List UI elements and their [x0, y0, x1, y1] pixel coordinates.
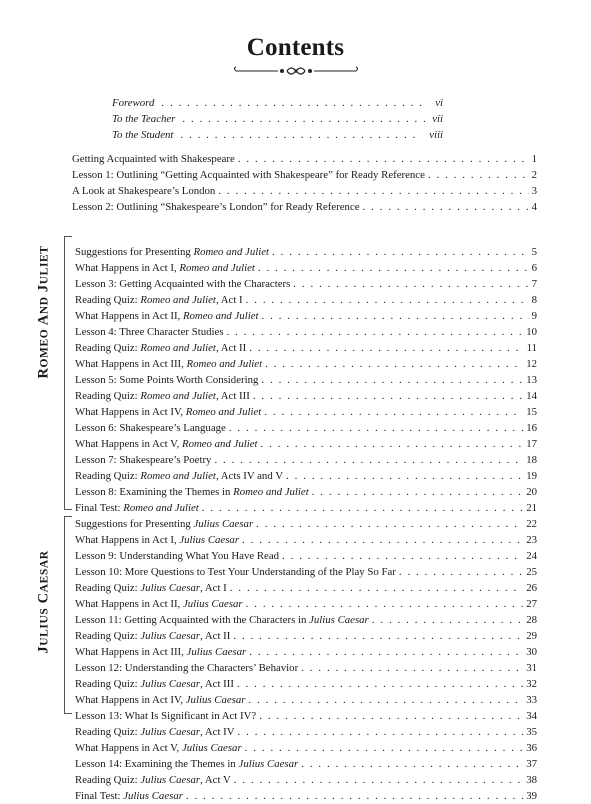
- entry-page: 5: [531, 246, 537, 258]
- entry-title-italic: Romeo and Juliet: [182, 310, 259, 322]
- dot-leader: [293, 276, 528, 292]
- entry-page: 8: [531, 294, 537, 306]
- entry-label: [75, 500, 199, 516]
- dot-leader: [261, 436, 524, 452]
- entry-label: To the Student: [112, 129, 174, 141]
- entry-page: 20: [526, 486, 537, 498]
- entry-label: [75, 452, 211, 468]
- dot-leader: [233, 628, 523, 644]
- entry-text: Suggestions for Presenting: [75, 518, 194, 530]
- entry-text-suffix: , Act I: [200, 582, 227, 594]
- dot-leader: [312, 484, 524, 500]
- entry-page: 22: [526, 518, 537, 530]
- entry-label: [75, 660, 298, 676]
- toc-entry[interactable]: [112, 95, 443, 111]
- toc-entry[interactable]: [75, 308, 537, 324]
- entry-label: [75, 388, 250, 404]
- entry-page: 7: [531, 278, 537, 290]
- entry-text: Reading Quiz:: [75, 294, 141, 306]
- entry-page: 25: [526, 566, 537, 578]
- entry-title-italic: Romeo and Juliet: [140, 470, 216, 482]
- entry-title-italic: Romeo and Juliet: [186, 358, 263, 370]
- entry-page: 26: [526, 582, 537, 594]
- toc-entry[interactable]: [75, 548, 537, 564]
- toc-entry[interactable]: [75, 676, 537, 692]
- entry-text-suffix: , Act I: [215, 294, 243, 306]
- entry-page: 17: [526, 438, 537, 450]
- dot-leader: [214, 452, 523, 468]
- entry-text: What Happens in Act V,: [75, 742, 182, 754]
- toc-entry[interactable]: [75, 564, 537, 580]
- dot-leader: [272, 244, 529, 260]
- entry-label: [75, 324, 224, 340]
- toc-entry[interactable]: [72, 167, 537, 183]
- entry-label: [75, 404, 261, 420]
- dot-leader: [428, 167, 529, 183]
- entry-text: Lesson 12: Understanding the Characters’ Behavior: [75, 662, 299, 674]
- entry-text: Lesson 4: Three Character Studies: [75, 326, 224, 338]
- entry-label: [75, 740, 242, 756]
- dot-leader: [229, 420, 523, 436]
- dot-leader: [218, 183, 528, 199]
- toc-entry[interactable]: [75, 708, 537, 724]
- entry-title-italic: Julius Caesar: [179, 534, 240, 546]
- toc-entry[interactable]: [75, 388, 537, 404]
- entry-label: [75, 772, 231, 788]
- entry-page: 16: [526, 422, 537, 434]
- toc-entry[interactable]: [75, 692, 537, 708]
- entry-text: What Happens in Act V,: [75, 438, 182, 450]
- entry-text: Reading Quiz:: [75, 774, 141, 786]
- dot-leader: [259, 708, 523, 724]
- entry-title-italic: Julius Caesar: [193, 518, 254, 530]
- caesar-side-label-text: JULIUS CAESAR: [35, 550, 52, 654]
- entry-label: [75, 420, 226, 436]
- entry-text-suffix: , Act II: [215, 342, 247, 354]
- romeo-bracket: [64, 236, 72, 510]
- dot-leader: [230, 580, 523, 596]
- entry-label: [75, 676, 234, 692]
- entry-page: 19: [526, 470, 537, 482]
- toc-entry[interactable]: [72, 151, 537, 167]
- front-matter-list: [112, 95, 443, 143]
- dot-leader: [238, 151, 529, 167]
- dot-leader: [246, 292, 529, 308]
- entry-label: [75, 692, 245, 708]
- toc-entry[interactable]: [75, 436, 537, 452]
- entry-text: Reading Quiz:: [75, 582, 141, 594]
- dot-leader: [301, 660, 523, 676]
- entry-page: vii: [432, 113, 443, 125]
- entry-page: 12: [526, 358, 537, 370]
- entry-label: [75, 276, 290, 292]
- toc-entry[interactable]: [112, 127, 443, 143]
- entry-text: Reading Quiz:: [75, 342, 141, 354]
- entry-label: [75, 308, 259, 324]
- toc-entry[interactable]: [75, 356, 537, 372]
- entry-label: [75, 580, 227, 596]
- entry-title-italic: Julius Caesar: [140, 774, 201, 786]
- dot-leader: [258, 260, 529, 276]
- entry-title-italic: Julius Caesar: [181, 742, 242, 754]
- entry-page: 10: [526, 326, 537, 338]
- entry-title-italic: Romeo and Juliet: [179, 262, 255, 274]
- toc-entry[interactable]: [75, 340, 537, 356]
- caesar-side-label: [36, 550, 53, 653]
- toc-entry[interactable]: [75, 612, 537, 628]
- toc-entry[interactable]: [75, 276, 537, 292]
- entry-label: [75, 484, 309, 500]
- entry-label: [75, 708, 256, 724]
- toc-entry[interactable]: [75, 292, 537, 308]
- entry-label: Foreword: [112, 97, 155, 109]
- entry-label: [75, 628, 230, 644]
- entry-label: [75, 644, 246, 660]
- entry-text: Reading Quiz:: [75, 726, 141, 738]
- entry-title-italic: Julius Caesar: [123, 790, 183, 802]
- entry-title-italic: Julius Caesar: [140, 630, 201, 642]
- dot-leader: [180, 127, 422, 143]
- entry-label: [75, 468, 283, 484]
- toc-entry[interactable]: [75, 404, 537, 420]
- entry-text: What Happens in Act III,: [75, 646, 187, 658]
- dot-leader: [253, 388, 523, 404]
- entry-text: Lesson 10: More Questions to Test Your Understanding of the Play So Far: [75, 566, 396, 578]
- toc-entry[interactable]: [75, 372, 537, 388]
- dot-leader: [286, 468, 523, 484]
- dot-leader: [161, 95, 428, 111]
- entry-title-italic: Romeo and Juliet: [193, 246, 270, 258]
- entry-text-suffix: , Act III: [215, 390, 250, 402]
- entry-label: [75, 516, 253, 532]
- entry-text: What Happens in Act IV,: [75, 694, 186, 706]
- entry-label: Lesson 2: Outlining “Shakespeare’s London” for Ready Reference: [72, 201, 360, 213]
- entry-text: What Happens in Act IV,: [75, 406, 186, 418]
- entry-title-italic: Romeo and Juliet: [140, 342, 216, 354]
- entry-text: Reading Quiz:: [75, 630, 141, 642]
- entry-page: 1: [531, 153, 537, 165]
- dot-leader: [262, 308, 529, 324]
- entry-text: Lesson 13: What Is Significant in Act IV?: [75, 710, 257, 722]
- entry-label: [75, 564, 396, 580]
- toc-entry[interactable]: [75, 580, 537, 596]
- entry-text: Reading Quiz:: [75, 390, 141, 402]
- entry-label: A Look at Shakespeare’s London: [72, 185, 216, 197]
- entry-page: 2: [531, 169, 537, 181]
- entry-label: [75, 340, 246, 356]
- entry-title-italic: Romeo and Juliet: [140, 390, 216, 402]
- toc-entry[interactable]: [75, 772, 537, 788]
- dot-leader: [265, 356, 523, 372]
- toc-entry[interactable]: [75, 724, 537, 740]
- entry-page: 9: [531, 310, 537, 322]
- entry-label: [75, 788, 183, 804]
- entry-text: Final Test:: [75, 790, 124, 802]
- entry-text-suffix: , Act V: [200, 774, 231, 786]
- entry-text: What Happens in Act II,: [75, 598, 183, 610]
- entry-page: 24: [526, 550, 537, 562]
- entry-text-suffix: , Acts IV and V: [215, 470, 284, 482]
- entry-text: What Happens in Act III,: [75, 358, 187, 370]
- entry-label: [75, 724, 235, 740]
- entry-text: Reading Quiz:: [75, 678, 141, 690]
- entry-text: What Happens in Act I,: [75, 262, 180, 274]
- dot-leader: [227, 324, 524, 340]
- toc-entry[interactable]: [75, 596, 537, 612]
- dot-leader: [237, 676, 523, 692]
- entry-page: 34: [526, 710, 537, 722]
- toc-entry[interactable]: [75, 324, 537, 340]
- entry-page: 28: [526, 614, 537, 626]
- entry-title-italic: Julius Caesar: [140, 678, 201, 690]
- entry-text: Lesson 7: Shakespeare’s Poetry: [75, 454, 212, 466]
- toc-entry[interactable]: [75, 740, 537, 756]
- entry-title-italic: Romeo and Juliet: [181, 438, 258, 450]
- entry-title-italic: Julius Caesar: [186, 646, 247, 658]
- entry-page: 18: [526, 454, 537, 466]
- entry-page: vi: [435, 97, 443, 109]
- romeo-entries-list: [75, 244, 537, 516]
- dot-leader: [282, 548, 523, 564]
- toc-entry[interactable]: [75, 660, 537, 676]
- entry-label: [75, 612, 369, 628]
- entry-page: 15: [526, 406, 537, 418]
- dot-leader: [202, 500, 523, 516]
- dot-leader: [186, 788, 523, 804]
- entry-label: [75, 260, 255, 276]
- entry-page: 21: [526, 502, 537, 514]
- entry-title-italic: Romeo and Juliet: [123, 502, 199, 514]
- dot-leader: [234, 772, 523, 788]
- entry-title-italic: Julius Caesar: [140, 582, 201, 594]
- toc-entry[interactable]: [75, 420, 537, 436]
- entry-page: 14: [526, 390, 537, 402]
- toc-entry[interactable]: [75, 644, 537, 660]
- caesar-entries-list: [75, 516, 537, 804]
- entry-label: [75, 372, 258, 388]
- entry-text: Lesson 5: Some Points Worth Considering: [75, 374, 259, 386]
- dot-leader: [372, 612, 523, 628]
- toc-entry[interactable]: [112, 111, 443, 127]
- entry-page: 23: [526, 534, 537, 546]
- entry-label: Getting Acquainted with Shakespeare: [72, 153, 235, 165]
- general-section-list: [72, 151, 537, 215]
- toc-entry[interactable]: [75, 516, 537, 532]
- entry-title-italic: Julius Caesar: [140, 726, 201, 738]
- entry-label: Lesson 1: Outlining “Getting Acquainted with Shakespeare” for Ready Reference: [72, 169, 425, 181]
- entry-page: 31: [526, 662, 537, 674]
- entry-page: 29: [526, 630, 537, 642]
- entry-page: viii: [429, 129, 443, 141]
- dot-leader: [261, 372, 523, 388]
- entry-text-suffix: , Act IV: [200, 726, 235, 738]
- caesar-bracket: [64, 516, 72, 714]
- entry-text: Lesson 9: Understanding What You Have Read: [75, 550, 280, 562]
- entry-page: 35: [526, 726, 537, 738]
- dot-leader: [264, 404, 523, 420]
- dot-leader: [246, 596, 524, 612]
- entry-title-italic: Romeo and Juliet: [233, 486, 309, 498]
- dot-leader: [248, 692, 523, 708]
- toc-entry[interactable]: [75, 244, 537, 260]
- romeo-side-label: [36, 245, 53, 378]
- entry-text-suffix: , Act II: [200, 630, 231, 642]
- entry-page: 11: [526, 342, 537, 354]
- dot-leader: [242, 532, 523, 548]
- toc-entry[interactable]: [75, 500, 537, 516]
- dot-leader: [399, 564, 523, 580]
- dot-leader: [182, 111, 425, 127]
- entry-text: Lesson 11: Getting Acquainted with the Characters in: [75, 614, 310, 626]
- dot-leader: [245, 740, 524, 756]
- entry-label: [75, 756, 298, 772]
- romeo-side-label-text: ROMEO AND JULIET: [35, 245, 52, 379]
- entry-label: [75, 292, 243, 308]
- entry-page: 32: [526, 678, 537, 690]
- entry-label: [75, 356, 262, 372]
- entry-label: [75, 532, 239, 548]
- flourish-ornament-icon: [232, 64, 360, 78]
- entry-text: Lesson 8: Examining the Themes in: [75, 486, 234, 498]
- toc-entry[interactable]: [75, 260, 537, 276]
- toc-entry[interactable]: [72, 183, 537, 199]
- dot-leader: [256, 516, 523, 532]
- entry-label: [75, 244, 269, 260]
- toc-entry[interactable]: [75, 532, 537, 548]
- entry-text: Lesson 14: Examining the Themes in: [75, 758, 239, 770]
- entry-page: 38: [526, 774, 537, 786]
- entry-label: To the Teacher: [112, 113, 176, 125]
- dot-leader: [363, 199, 529, 215]
- entry-title-italic: Julius Caesar: [238, 758, 299, 770]
- entry-text: Reading Quiz:: [75, 470, 141, 482]
- entry-page: 3: [531, 185, 537, 197]
- entry-label: [75, 436, 258, 452]
- entry-page: 13: [526, 374, 537, 386]
- entry-title-italic: Julius Caesar: [309, 614, 369, 626]
- entry-page: 36: [526, 742, 537, 754]
- toc-entry[interactable]: [75, 788, 537, 804]
- dot-leader: [238, 724, 524, 740]
- entry-title-italic: Julius Caesar: [182, 598, 243, 610]
- entry-text: Final Test:: [75, 502, 124, 514]
- entry-page: 33: [526, 694, 537, 706]
- toc-entry[interactable]: [75, 756, 537, 772]
- entry-page: 37: [526, 758, 537, 770]
- entry-text-suffix: , Act III: [200, 678, 234, 690]
- entry-label: [75, 596, 243, 612]
- entry-title-italic: Julius Caesar: [185, 694, 246, 706]
- entry-page: 4: [531, 201, 537, 213]
- entry-page: 27: [526, 598, 537, 610]
- entry-title-italic: Romeo and Juliet: [185, 406, 262, 418]
- entry-text: What Happens in Act I,: [75, 534, 180, 546]
- entry-title-italic: Romeo and Juliet: [140, 294, 216, 306]
- entry-page: 6: [531, 262, 537, 274]
- toc-entry[interactable]: [72, 199, 537, 215]
- dot-leader: [249, 340, 523, 356]
- entry-text: Suggestions for Presenting: [75, 246, 194, 258]
- entry-text: Lesson 3: Getting Acquainted with the Characters: [75, 278, 291, 290]
- toc-entry[interactable]: [75, 484, 537, 500]
- entry-text: Lesson 6: Shakespeare’s Language: [75, 422, 226, 434]
- dot-leader: [301, 756, 523, 772]
- dot-leader: [249, 644, 523, 660]
- entry-page: 39: [526, 790, 537, 802]
- toc-entry[interactable]: [75, 468, 537, 484]
- entry-page: 30: [526, 646, 537, 658]
- toc-entry[interactable]: [75, 628, 537, 644]
- entry-text: What Happens in Act II,: [75, 310, 183, 322]
- entry-label: [75, 548, 279, 564]
- page-title: Contents: [246, 34, 345, 61]
- toc-entry[interactable]: [75, 452, 537, 468]
